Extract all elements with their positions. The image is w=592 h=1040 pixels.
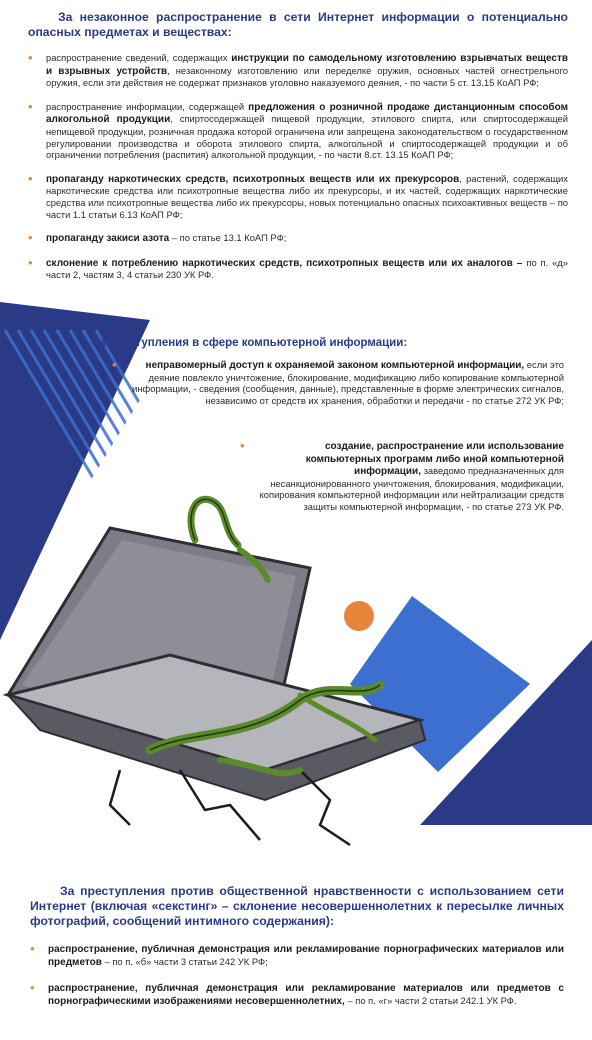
- item-bold-text: распространение, публичная демонстрация или рекламирование материалов или предметов с порнографическими изображениями несовершеннолетних,: [48, 983, 564, 1007]
- item-bold-text: склонение к потреблению наркотических средств, психотропных веществ или их аналогов –: [46, 257, 527, 269]
- orange-circle-shape: [344, 601, 374, 631]
- item-text: – по п. «б» части 3 статьи 242 УК РФ;: [101, 955, 268, 967]
- section-potentially-dangerous: [28, 10, 568, 293]
- item-text: распространение сведений, содержащих: [46, 52, 232, 63]
- list-item: [28, 173, 568, 220]
- section-title: За незаконное распространение в сети Интернет информации о потенциально опасных предметах и веществах:: [28, 10, 568, 39]
- item-bold-text: распространение, публичная демонстрация или рекламирование порнографических материалов или предметов: [48, 944, 564, 968]
- item-bold-text: предложения о розничной продаже дистанционным способом алкогольной продукции: [46, 101, 568, 126]
- item-bold-text: создание, распространение или использование компьютерных программ либо иной компьютерной информации,: [305, 441, 564, 478]
- item-text: , растений, содержащих наркотические средства или психотропные вещества либо их прекурсоры, и их частей, содержащих наркотические средства или психотропные вещества либо их прекурсоры, новых потенциально опасных психоактивных веществ – по части 1.1 статьи 6.13 КоАП РФ;: [46, 172, 568, 220]
- list-item: [28, 52, 568, 89]
- item-text: – по п. «г» части 2 статьи 242.1 УК РФ.: [344, 994, 517, 1006]
- item-text: заведомо предназначенных для несанкционированного уничтожения, блокирования, модификации, копирования компьютерной информации или нейтрализации средств защиты компьютерной информации, - по статье 273 УК РФ.: [259, 465, 564, 512]
- list-item: [112, 359, 564, 406]
- section-title: За преступления в сфере компьютерной информации:: [92, 337, 408, 349]
- list-item: [30, 943, 564, 968]
- section-computer-crimes: [92, 337, 562, 349]
- item-text: – по статье 13.1 КоАП РФ;: [169, 232, 287, 244]
- item-text: распространение информации, содержащей: [46, 100, 249, 112]
- item-list: [28, 52, 568, 281]
- list-item: [28, 101, 568, 161]
- section-title: За преступления против общественной нравственности с использованием сети Интернет (включая «секстинг» – склонение несовершеннолетних к пересылке личных фотографий, сообщений интимного содержания):: [30, 884, 564, 928]
- item-bold-text: пропаганду закиси азота: [46, 233, 170, 245]
- item-bold-text: пропаганду наркотических средств, психотропных веществ или их прекурсоров: [46, 173, 460, 185]
- list-item: [28, 257, 568, 281]
- item-text: если это деяние повлекло уничтожение, блокирование, модификацию либо копирование компьютерной информации, - сведения (сообщения, данные), представленные в форме электрических сигналов, независимо от средств их хранения, обработки и передачи - по статье 272 УК РФ;: [132, 359, 564, 406]
- list-item: [240, 440, 564, 513]
- item-bold-text: неправомерный доступ к охраняемой законом компьютерной информации,: [145, 360, 525, 371]
- item-list: [30, 943, 564, 1007]
- item-text: , незаконному изготовлению или переделке оружия, основных частей огнестрельного оружия, если эти действия не содержат признаков уголовно наказуемого деяния, - по части 5 ст. 13.15 КоАП РФ;: [46, 64, 568, 89]
- item-bold-text: инструкции по самодельному изготовлению взрывчатых веществ и взрывных устройств: [46, 53, 568, 77]
- item-text: по п. «д» части 2, частям 3, 4 статьи 230 УК РФ.: [46, 256, 568, 281]
- list-item: [30, 982, 564, 1007]
- section-public-morality: [30, 884, 564, 1021]
- item-list: [240, 440, 564, 513]
- item-text: , спиртосодержащей пищевой продукции, этилового спирта, или спиртосодержащей непищевой продукции, розничная продажа которой ограничена или запрещена законодательством о государственном регулировании производства и оборота этилового спирта, алкогольной и спиртосодержащей продукции и об ограничении потребления (распития) алкогольной продукции, - по части 8.ст. 13.15 КоАП РФ;: [46, 113, 569, 161]
- list-item: [28, 232, 568, 245]
- item-list: [112, 359, 564, 406]
